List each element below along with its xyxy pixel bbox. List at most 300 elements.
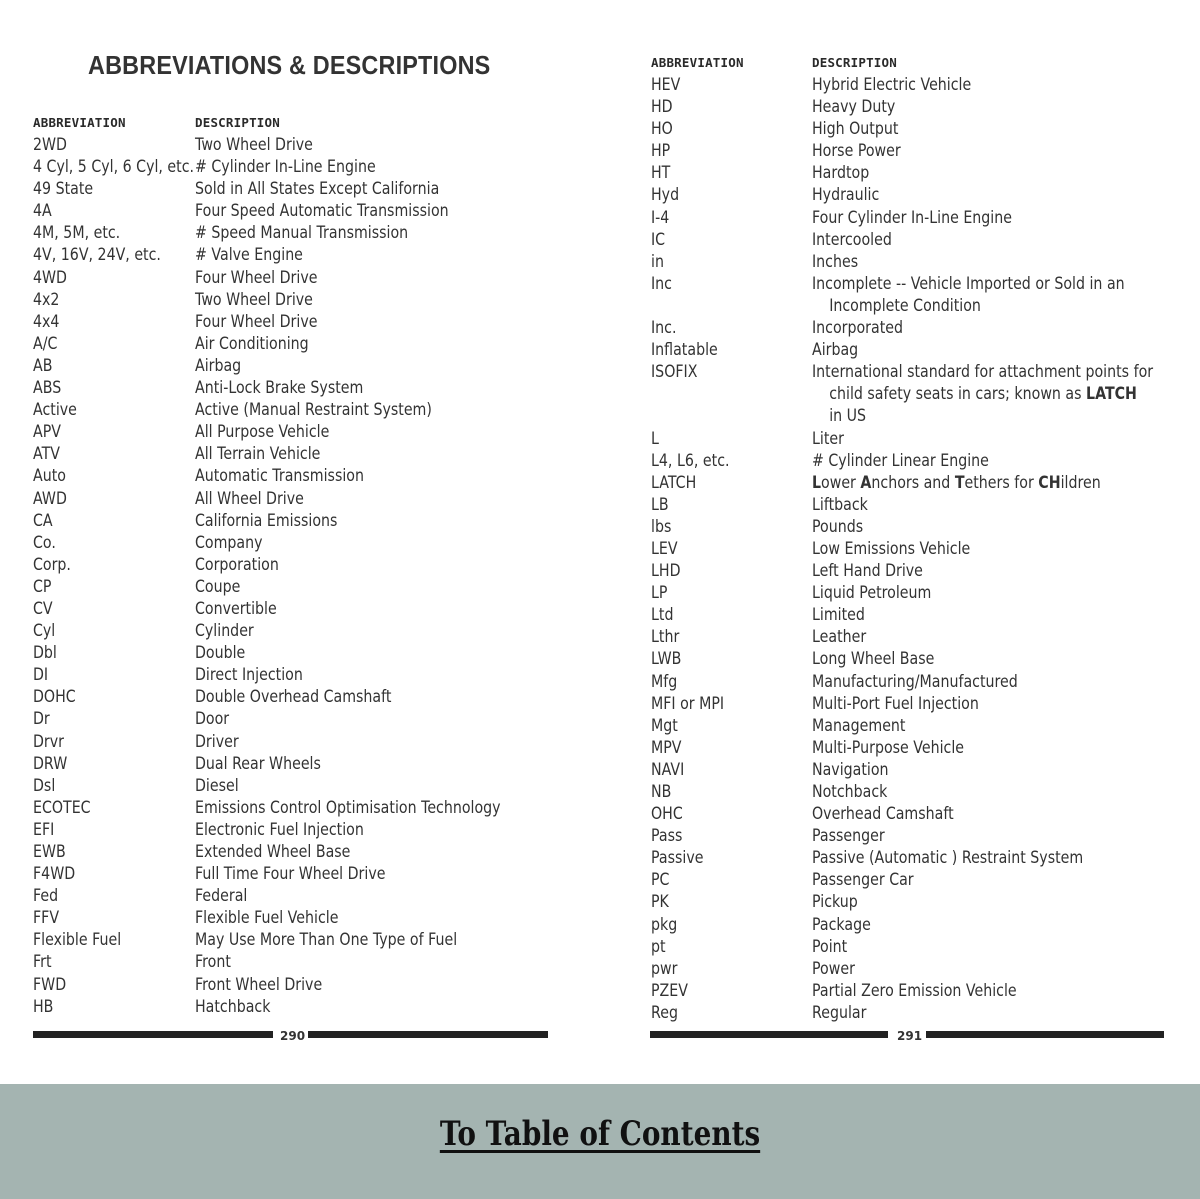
abbreviation: lbs bbox=[651, 516, 672, 536]
description-line: Full Time Four Wheel Drive bbox=[195, 864, 386, 884]
right-page bbox=[600, 0, 1200, 1085]
footer-rule-left bbox=[33, 1031, 273, 1038]
list-item bbox=[651, 428, 1196, 450]
description bbox=[812, 914, 871, 936]
list-item bbox=[651, 869, 1196, 891]
description-line: Driver bbox=[195, 731, 239, 751]
list-item bbox=[651, 184, 1196, 206]
abbreviation: 4A bbox=[33, 201, 52, 221]
abbreviation: Inc bbox=[651, 273, 672, 293]
description-part: ower bbox=[821, 472, 861, 492]
abbreviation: pt bbox=[651, 936, 666, 956]
description-line: Convertible bbox=[195, 598, 277, 618]
abbreviation: HO bbox=[651, 119, 673, 139]
description bbox=[812, 980, 1017, 1002]
description-line: Double bbox=[195, 643, 246, 663]
list-item bbox=[33, 333, 573, 355]
description-line: Direct Injection bbox=[195, 665, 303, 685]
description bbox=[812, 229, 892, 251]
description-bold-term: LATCH bbox=[1086, 384, 1137, 404]
list-item bbox=[33, 421, 573, 443]
abbreviation: LWB bbox=[651, 649, 682, 669]
list-item bbox=[651, 339, 1196, 361]
description-line: Federal bbox=[195, 886, 248, 906]
description bbox=[812, 317, 903, 339]
description bbox=[195, 333, 309, 355]
abbreviation-column-header: ABBREVIATION bbox=[33, 115, 126, 130]
description-line: Corporation bbox=[195, 554, 279, 574]
description bbox=[812, 847, 1083, 869]
description-line: Passive (Automatic ) Restraint System bbox=[812, 848, 1084, 868]
abbreviation: CA bbox=[33, 510, 53, 530]
abbreviation: ATV bbox=[33, 444, 60, 464]
list-item bbox=[33, 465, 573, 487]
abbreviation: Flexible Fuel bbox=[33, 930, 122, 950]
description-line: Front bbox=[195, 952, 231, 972]
footer-rule-right bbox=[308, 1031, 548, 1038]
list-item bbox=[33, 488, 573, 510]
abbreviation: DRW bbox=[33, 753, 68, 773]
abbreviation: PC bbox=[651, 870, 670, 890]
description bbox=[195, 797, 501, 819]
list-item bbox=[651, 118, 1196, 140]
abbreviation: APV bbox=[33, 422, 61, 442]
description bbox=[812, 140, 901, 162]
abbreviation: 4x2 bbox=[33, 289, 60, 309]
list-item bbox=[33, 244, 573, 266]
description-line: Air Conditioning bbox=[195, 333, 309, 353]
description-line: Four Wheel Drive bbox=[195, 267, 318, 287]
list-item bbox=[651, 1002, 1196, 1024]
list-item bbox=[33, 399, 573, 421]
description bbox=[195, 244, 303, 266]
description-continuation: Incomplete Condition bbox=[829, 295, 981, 315]
description bbox=[812, 958, 855, 980]
abbreviation: Hyd bbox=[651, 185, 680, 205]
description-line: California Emissions bbox=[195, 510, 338, 530]
list-item bbox=[651, 207, 1196, 229]
abbreviation: Lthr bbox=[651, 627, 680, 647]
description-line: Anti-Lock Brake System bbox=[195, 378, 364, 398]
description bbox=[195, 974, 322, 996]
abbreviation: ISOFIX bbox=[651, 362, 698, 382]
description-line: Inches bbox=[812, 251, 859, 271]
description-line: Company bbox=[195, 532, 263, 552]
abbreviation: HD bbox=[651, 97, 673, 117]
abbreviation: Passive bbox=[651, 848, 704, 868]
abbreviation: MPV bbox=[651, 737, 682, 757]
description bbox=[812, 759, 889, 781]
abbreviation: HEV bbox=[651, 75, 681, 94]
description-line: Four Cylinder In-Line Engine bbox=[812, 207, 1012, 227]
list-item bbox=[651, 914, 1196, 936]
list-item bbox=[33, 708, 573, 730]
abbreviation: 2WD bbox=[33, 135, 67, 154]
abbreviation: HT bbox=[651, 163, 671, 183]
description bbox=[195, 708, 229, 730]
description bbox=[195, 222, 408, 244]
navigation-band bbox=[0, 1084, 1200, 1199]
description bbox=[195, 465, 364, 487]
description bbox=[195, 841, 350, 863]
abbreviation: L bbox=[651, 428, 659, 448]
description bbox=[812, 1002, 866, 1024]
description bbox=[195, 885, 247, 907]
list-item bbox=[33, 178, 573, 200]
description-line: Four Speed Automatic Transmission bbox=[195, 201, 449, 221]
description-line: Airbag bbox=[195, 355, 242, 375]
description bbox=[812, 936, 847, 958]
description bbox=[812, 891, 858, 913]
description bbox=[812, 118, 898, 140]
description-line: Passenger Car bbox=[812, 870, 914, 890]
list-item bbox=[33, 576, 573, 598]
abbreviation: LP bbox=[651, 583, 668, 603]
description-line: Incorporated bbox=[812, 318, 904, 338]
description-line: International standard for attachment points for bbox=[812, 362, 1154, 382]
abbreviation: EWB bbox=[33, 842, 66, 861]
list-item bbox=[33, 377, 573, 399]
description-line: All Wheel Drive bbox=[195, 488, 304, 508]
list-item bbox=[651, 693, 1196, 715]
description-line: All Terrain Vehicle bbox=[195, 444, 321, 464]
description-line: Active (Manual Restraint System) bbox=[195, 400, 432, 420]
description-part: CH bbox=[1038, 472, 1061, 492]
description-line: Door bbox=[195, 709, 230, 729]
list-item bbox=[651, 891, 1196, 913]
description bbox=[195, 996, 270, 1018]
abbreviation: F4WD bbox=[33, 864, 76, 884]
description bbox=[812, 339, 858, 361]
list-item bbox=[651, 737, 1196, 759]
description-continuation bbox=[812, 383, 1153, 405]
list-item bbox=[33, 620, 573, 642]
description-line: Multi-Port Fuel Injection bbox=[812, 693, 979, 713]
description bbox=[812, 715, 905, 737]
description-line: Passenger bbox=[812, 826, 885, 846]
description bbox=[195, 178, 439, 200]
description bbox=[812, 96, 895, 118]
description bbox=[812, 361, 1153, 427]
description-line: Diesel bbox=[195, 775, 239, 795]
description bbox=[195, 664, 303, 686]
description-line: Leather bbox=[812, 627, 867, 647]
description-line: Long Wheel Base bbox=[812, 649, 935, 669]
list-item bbox=[651, 958, 1196, 980]
abbreviation: Drvr bbox=[33, 731, 65, 751]
description-line: Navigation bbox=[812, 759, 889, 779]
description-column-header: DESCRIPTION bbox=[812, 55, 897, 70]
abbreviation: Dbl bbox=[33, 643, 57, 663]
abbreviation: pwr bbox=[651, 958, 678, 978]
description bbox=[812, 671, 1018, 693]
description-line: Emissions Control Optimisation Technology bbox=[195, 797, 501, 817]
list-item bbox=[651, 560, 1196, 582]
description bbox=[812, 251, 858, 273]
list-item bbox=[651, 494, 1196, 516]
abbreviation: LHD bbox=[651, 561, 681, 581]
description-line: Management bbox=[812, 715, 906, 735]
description bbox=[812, 737, 964, 759]
abbreviation: Co. bbox=[33, 532, 56, 552]
description-line: Automatic Transmission bbox=[195, 466, 364, 486]
description bbox=[195, 775, 239, 797]
description-line: Low Emissions Vehicle bbox=[812, 538, 971, 558]
description-line: Heavy Duty bbox=[812, 97, 896, 117]
description bbox=[195, 598, 277, 620]
description bbox=[812, 869, 914, 891]
list-item bbox=[651, 847, 1196, 869]
description-continuation: in US bbox=[829, 406, 867, 426]
abbreviation: MFI or MPI bbox=[651, 693, 725, 713]
list-item bbox=[33, 200, 573, 222]
abbreviation: HB bbox=[33, 996, 54, 1016]
description-column-header: DESCRIPTION bbox=[195, 115, 280, 130]
description-line: Horse Power bbox=[812, 141, 901, 161]
abbreviation: PZEV bbox=[651, 980, 688, 1000]
abbreviation: 49 State bbox=[33, 179, 94, 199]
list-item bbox=[651, 582, 1196, 604]
abbreviation: ABS bbox=[33, 378, 62, 398]
description-line: Multi-Purpose Vehicle bbox=[812, 737, 965, 757]
description bbox=[195, 532, 263, 554]
description bbox=[812, 626, 866, 648]
description-line: High Output bbox=[812, 119, 899, 139]
abbreviation: Dsl bbox=[33, 775, 56, 795]
abbreviation: DOHC bbox=[33, 687, 76, 707]
list-item bbox=[651, 759, 1196, 781]
abbreviation: NAVI bbox=[651, 759, 685, 779]
abbreviation: Mfg bbox=[651, 671, 678, 691]
list-item bbox=[33, 510, 573, 532]
abbreviation: NB bbox=[651, 782, 672, 802]
list-item bbox=[33, 355, 573, 377]
list-item bbox=[33, 289, 573, 311]
description-line: Package bbox=[812, 914, 871, 934]
description bbox=[195, 576, 240, 598]
description bbox=[812, 604, 865, 626]
abbreviation: Reg bbox=[651, 1002, 678, 1022]
abbreviation: L4, L6, etc. bbox=[651, 450, 730, 470]
description-line: May Use More Than One Type of Fuel bbox=[195, 930, 458, 950]
list-item bbox=[33, 642, 573, 664]
description-line: Hybrid Electric Vehicle bbox=[812, 75, 972, 94]
description-line: Manufacturing/Manufactured bbox=[812, 671, 1018, 691]
list-item bbox=[33, 863, 573, 885]
list-item bbox=[33, 156, 573, 178]
description-line: Extended Wheel Base bbox=[195, 842, 351, 861]
list-item bbox=[33, 974, 573, 996]
description bbox=[195, 289, 313, 311]
description-line: Airbag bbox=[812, 340, 859, 360]
list-item bbox=[651, 96, 1196, 118]
list-item bbox=[651, 715, 1196, 737]
description bbox=[195, 620, 254, 642]
list-item bbox=[33, 731, 573, 753]
description bbox=[195, 421, 329, 443]
abbreviation-column-header: ABBREVIATION bbox=[651, 55, 744, 70]
list-item bbox=[33, 664, 573, 686]
footer-rule-left bbox=[650, 1031, 888, 1038]
list-item bbox=[33, 222, 573, 244]
abbreviation: IC bbox=[651, 229, 666, 249]
description bbox=[195, 311, 317, 333]
abbreviation: Frt bbox=[33, 952, 52, 972]
description-line: Left Hand Drive bbox=[812, 561, 923, 581]
abbreviation: in bbox=[651, 251, 664, 271]
list-item bbox=[651, 648, 1196, 670]
description bbox=[812, 648, 934, 670]
description bbox=[812, 162, 869, 184]
list-item bbox=[651, 317, 1196, 339]
description bbox=[812, 184, 879, 206]
abbreviation: 4V, 16V, 24V, etc. bbox=[33, 245, 161, 265]
abbreviation-list-right bbox=[651, 74, 1196, 1024]
description bbox=[812, 207, 1012, 229]
description bbox=[812, 538, 970, 560]
list-item bbox=[33, 885, 573, 907]
description bbox=[195, 907, 338, 929]
description-line: Regular bbox=[812, 1002, 867, 1022]
description bbox=[195, 819, 364, 841]
list-item bbox=[33, 311, 573, 333]
description bbox=[812, 781, 887, 803]
list-item bbox=[651, 273, 1196, 317]
description bbox=[812, 428, 844, 450]
list-item bbox=[651, 472, 1196, 494]
abbreviation: Pass bbox=[651, 826, 683, 846]
description bbox=[195, 377, 363, 399]
abbreviation: I-4 bbox=[651, 207, 670, 227]
table-of-contents-link[interactable]: To Table of Contents bbox=[439, 1114, 761, 1154]
description-line: Coupe bbox=[195, 576, 241, 596]
abbreviation: OHC bbox=[651, 804, 683, 824]
description-line: # Cylinder In-Line Engine bbox=[195, 157, 376, 177]
description-line: Power bbox=[812, 958, 855, 978]
list-item bbox=[651, 936, 1196, 958]
description bbox=[195, 510, 337, 532]
description bbox=[812, 803, 954, 825]
left-page bbox=[0, 0, 580, 1085]
description-line: Point bbox=[812, 936, 848, 956]
description-line: Liter bbox=[812, 428, 844, 448]
abbreviation: 4x4 bbox=[33, 311, 60, 331]
list-item bbox=[651, 229, 1196, 251]
list-item bbox=[33, 686, 573, 708]
description-line: Hatchback bbox=[195, 996, 271, 1016]
abbreviation: ECOTEC bbox=[33, 797, 91, 817]
description-line: Sold in All States Except California bbox=[195, 179, 440, 199]
list-item bbox=[651, 825, 1196, 847]
abbreviation: AWD bbox=[33, 488, 67, 508]
description bbox=[812, 273, 1125, 317]
abbreviation: Auto bbox=[33, 466, 66, 486]
description bbox=[812, 560, 923, 582]
list-item bbox=[651, 671, 1196, 693]
list-item bbox=[33, 797, 573, 819]
list-item bbox=[651, 74, 1196, 96]
page-number-right: 291 bbox=[897, 1029, 923, 1043]
abbreviation: 4 Cyl, 5 Cyl, 6 Cyl, etc. bbox=[33, 157, 195, 177]
abbreviation: Corp. bbox=[33, 554, 71, 574]
abbreviation-list-left bbox=[33, 134, 573, 1018]
list-item bbox=[651, 516, 1196, 538]
description bbox=[195, 731, 239, 753]
description bbox=[195, 863, 385, 885]
list-item bbox=[651, 361, 1196, 427]
abbreviation: Dr bbox=[33, 709, 50, 729]
description bbox=[195, 686, 391, 708]
list-item bbox=[33, 951, 573, 973]
list-item bbox=[33, 841, 573, 863]
description-line: Overhead Camshaft bbox=[812, 804, 954, 824]
list-item bbox=[33, 929, 573, 951]
description bbox=[812, 450, 989, 472]
list-item bbox=[651, 604, 1196, 626]
abbreviation: CV bbox=[33, 598, 53, 618]
description-line: Flexible Fuel Vehicle bbox=[195, 908, 339, 928]
list-item bbox=[33, 996, 573, 1018]
description-part: ethers for bbox=[964, 472, 1039, 492]
abbreviation: Active bbox=[33, 400, 77, 420]
list-item bbox=[651, 626, 1196, 648]
abbreviation: DI bbox=[33, 665, 49, 685]
description-line: Hardtop bbox=[812, 163, 870, 183]
description-part: ildren bbox=[1060, 472, 1101, 492]
description bbox=[195, 753, 321, 775]
description bbox=[812, 494, 868, 516]
description-line: Electronic Fuel Injection bbox=[195, 819, 364, 839]
description-line: Liftback bbox=[812, 494, 868, 514]
list-item bbox=[33, 134, 573, 156]
abbreviation: Inc. bbox=[651, 318, 677, 338]
footer-rule-right bbox=[926, 1031, 1164, 1038]
list-item bbox=[33, 775, 573, 797]
abbreviation: CP bbox=[33, 576, 52, 596]
description-line: Pickup bbox=[812, 892, 858, 912]
list-item bbox=[651, 980, 1196, 1002]
description-continuation-text: child safety seats in cars; known as bbox=[829, 384, 1087, 404]
abbreviation: AB bbox=[33, 355, 53, 375]
description bbox=[195, 642, 245, 664]
list-item bbox=[33, 554, 573, 576]
description-line: Intercooled bbox=[812, 229, 892, 249]
description bbox=[195, 200, 449, 222]
description bbox=[195, 929, 457, 951]
abbreviation: EFI bbox=[33, 819, 55, 839]
description-part: T bbox=[954, 472, 965, 492]
description bbox=[812, 582, 931, 604]
description bbox=[195, 399, 432, 421]
description bbox=[812, 472, 1101, 494]
description-line: Hydraulic bbox=[812, 185, 880, 205]
description bbox=[195, 554, 279, 576]
description bbox=[195, 443, 320, 465]
description bbox=[195, 355, 241, 377]
description-line: Two Wheel Drive bbox=[195, 135, 313, 154]
description-line: # Valve Engine bbox=[195, 245, 303, 265]
abbreviation: Inflatable bbox=[651, 340, 718, 360]
description bbox=[812, 516, 863, 538]
abbreviation: Fed bbox=[33, 886, 59, 906]
abbreviation: Cyl bbox=[33, 621, 56, 641]
description-part: nchors and bbox=[871, 472, 955, 492]
list-item bbox=[33, 819, 573, 841]
abbreviation: HP bbox=[651, 141, 671, 161]
abbreviation: LB bbox=[651, 494, 669, 514]
list-item bbox=[651, 140, 1196, 162]
page-title: ABBREVIATIONS & DESCRIPTIONS bbox=[88, 50, 491, 80]
